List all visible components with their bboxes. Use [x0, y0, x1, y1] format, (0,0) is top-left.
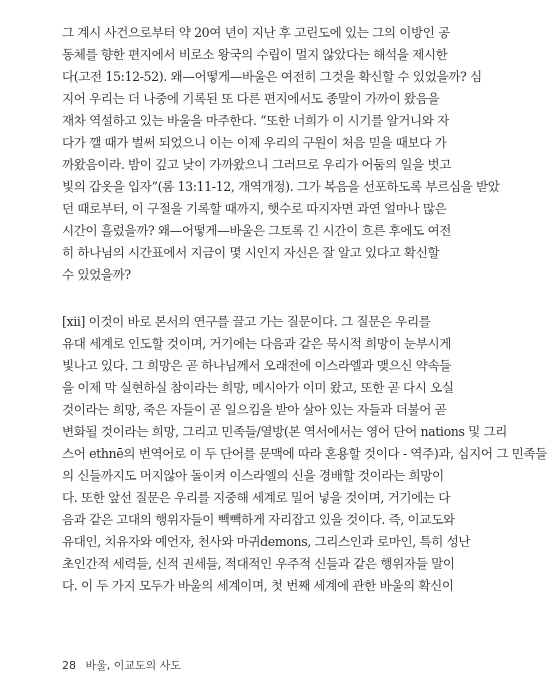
text-line: 다가 깰 때가 벌써 되었으니 이는 이제 우리의 구원이 처음 믿을 때보다 가: [62, 135, 447, 150]
text-line: 시간이 흘렀을까? 왜—어떻게—바울은 그토록 긴 시간이 흐른 후에도 여전: [62, 223, 452, 238]
text-line: 것이라는 희망, 죽은 자들이 곧 일으킴을 받아 살아 있는 자들과 더불어 곧: [62, 402, 447, 417]
text-line: 다. 이 두 가지 모두가 바울의 세계이며, 첫 번째 세계에 관한 바울의 확신이: [62, 578, 454, 593]
book-title: 바울, 이교도의 사도: [85, 659, 181, 672]
text-line: 재차 역설하고 있는 바울을 마주한다. “또한 너희가 이 시기를 알거니와 자: [62, 113, 449, 128]
text-line: 음과 같은 고대의 행위자들이 빽빽하게 자리잡고 있을 것이다. 즉, 이교도와: [62, 512, 455, 527]
text-line: 수 있었을까?: [62, 267, 131, 282]
text-line: 변화될 것이라는 희망, 그리고 민족들/열방(본 역서에서는 영어 단어 nations 및 그리: [62, 424, 508, 439]
text-line: 지어 우리는 더 나중에 기록된 또 다른 편지에서도 종말이 가까이 왔음을: [62, 91, 440, 106]
text-line: 다. 또한 앞선 질문은 우리를 지중해 세계로 밀어 넣을 것이며, 거기에는 다: [62, 490, 451, 505]
page-number: 28: [62, 659, 76, 672]
text-line: 빛의 갑옷을 입자”(롬 13:11-12, 개역개정). 그가 복음을 선포하도록 부르심을 받았: [62, 179, 500, 194]
paragraph-2: [62, 311, 547, 597]
text-line: 의 신들까지도 머지않아 돌이켜 이스라엘의 신을 경배할 것이라는 희망이: [62, 468, 444, 483]
text-line: 다(고전 15:12-52). 왜—어떻게—바울은 여전히 그것을 확신할 수 있었을까? 심: [62, 69, 482, 84]
text-line: 빛나고 있다. 그 희망은 곧 하나님께서 오래전에 이스라엘과 맺으신 약속들: [62, 358, 451, 373]
text-line: 까왔음이라. 밤이 깊고 낮이 가까왔으니 그러므로 우리가 어둠의 일을 벗고: [62, 157, 451, 172]
text-line: 유대 세계로 인도할 것이며, 거기에는 다음과 같은 묵시적 희망이 눈부시게: [62, 336, 451, 351]
text-line: 유대인, 치유자와 예언자, 천사와 마귀demons, 그리스인과 로마인, 특히 성난: [62, 534, 471, 549]
page-footer: [62, 657, 181, 673]
text-line: [xii] 이것이 바로 본서의 연구를 끌고 가는 질문이다. 그 질문은 우리를: [62, 314, 431, 329]
text-line: 스어 ethnē의 번역어로 이 두 단어를 문맥에 따라 혼용할 것이다 - 역주)과, 심지어 그 민족들: [62, 446, 547, 461]
text-line: 초인간적 세력들, 신적 권세들, 적대적인 우주적 신들과 같은 행위자들 말이: [62, 556, 455, 571]
text-line: 던 때로부터, 이 구절을 기록할 때까지, 햇수로 따지자면 과연 얼마나 많은: [62, 201, 447, 216]
text-line: 히 하나님의 시간표에서 지금이 몇 시인지 자신은 잘 알고 있다고 확신할: [62, 245, 440, 260]
paragraph-1: [62, 22, 500, 286]
text-line: 그 계시 사건으로부터 약 20여 년이 지난 후 고린도에 있는 그의 이방인 공: [62, 25, 450, 40]
text-line: 동체를 향한 편지에서 비로소 왕국의 수립이 멀지 않았다는 해석을 제시한: [62, 47, 448, 62]
text-line: 을 이제 막 실현하실 참이라는 희망, 메시아가 이미 왔고, 또한 곧 다시 오실: [62, 380, 454, 395]
